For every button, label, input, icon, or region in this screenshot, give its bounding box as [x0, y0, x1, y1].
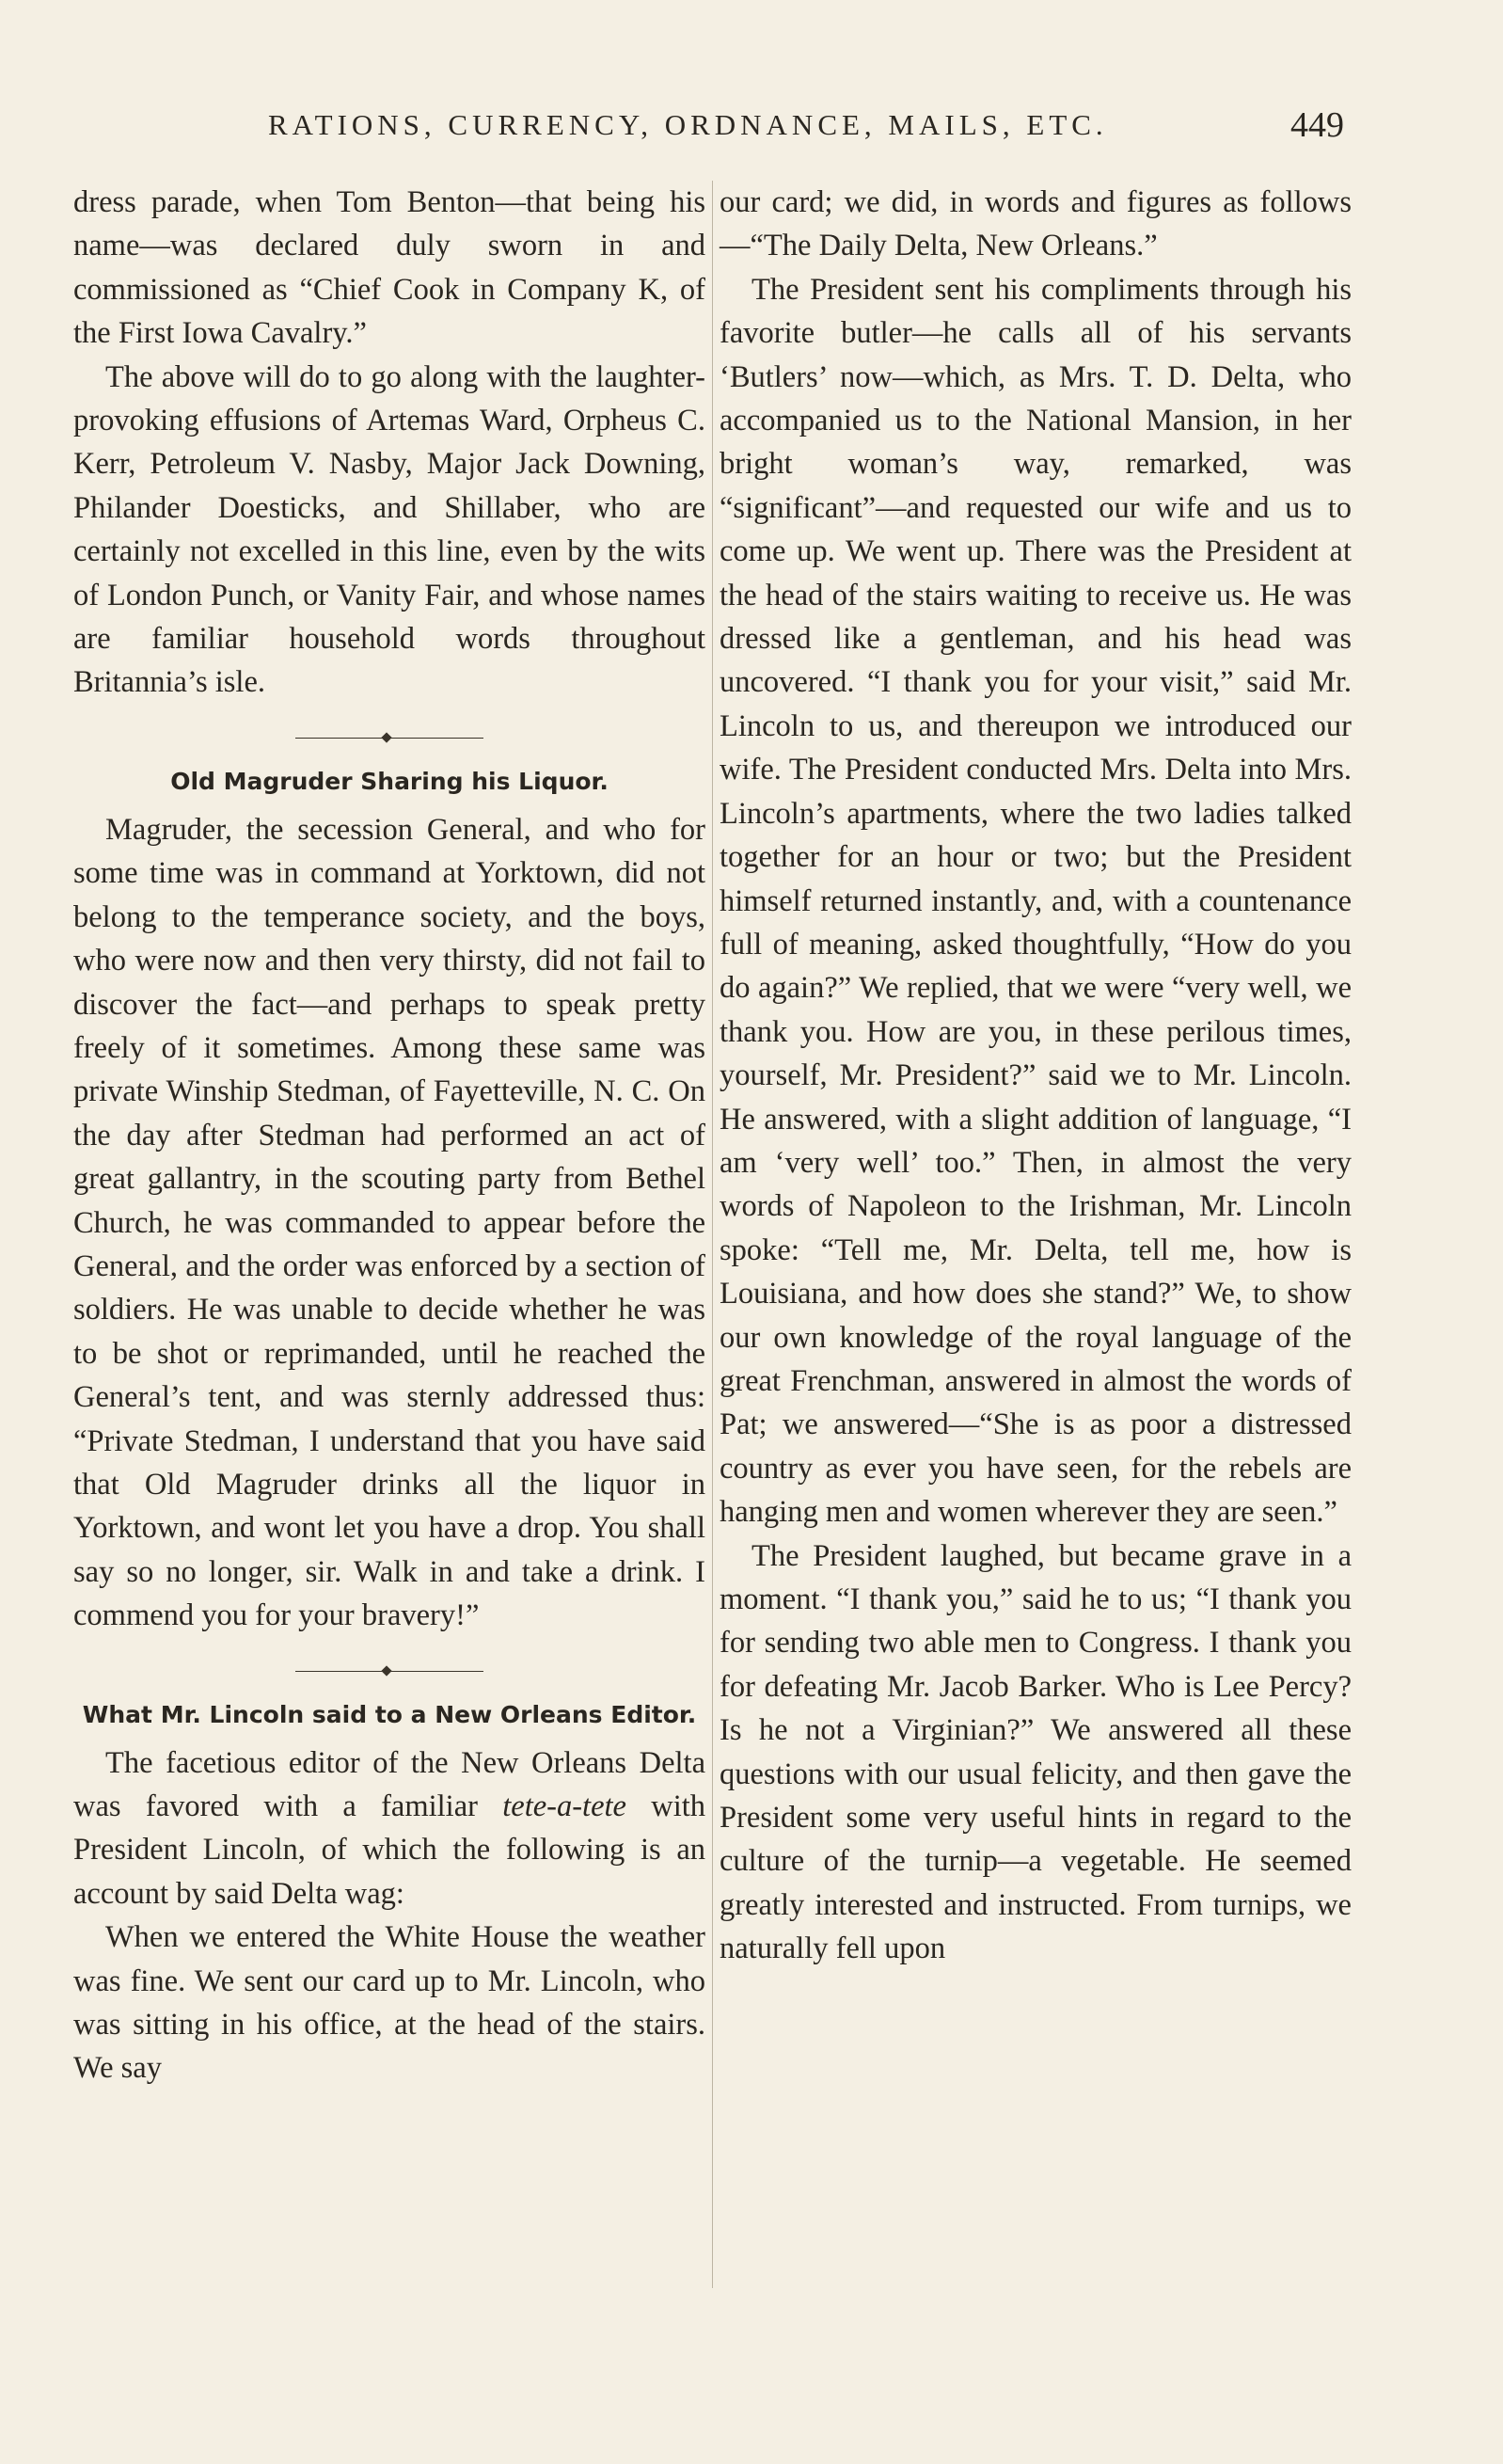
section-separator — [295, 1661, 483, 1683]
section-separator — [295, 727, 483, 750]
paragraph: our card; we did, in words and figures as follows—“The Daily Delta, New Orleans.” — [720, 185, 1352, 263]
column-divider — [712, 181, 713, 2288]
diamond-ornament-icon — [381, 732, 391, 742]
page-number: 449 — [1290, 105, 1344, 145]
italic-term: tete-a-tete — [502, 1789, 626, 1823]
paragraph: Magruder, the secession General, and who for some time was in command at Yorktown, did not belong to the temperance society, and the boys, who were now and then very thirsty, did not fail to discover the fact—and perhaps to speak pretty freely of it sometimes. Among these same was private Winship Stedman, of Fayetteville, N. C. On the day after Stedman had performed an act of great gallantry, in the scouting party from Bethel Church, he was commanded to appear before the General, and the order was enforced by a section of soldiers. He was unable to decide whether he was to be shot or reprimanded, until he reached the General’s tent, and was sternly addressed thus: “Private Stedman, I understand that you have said that Old Magruder drinks all the liquor in Yorktown, and wont let you have a drop. You shall say so no longer, sir. Walk in and take a drink. I commend you for your bravery!” — [73, 812, 705, 1633]
text-run: with President Lincoln, of which the following is an account by said Delta wag: — [73, 1789, 706, 1911]
paragraph: The President laughed, but became grave in a moment. “I thank you,” said he to us; “I thank you for sending two able men to Congress. I thank you for defeating Mr. Jacob Barker. Who is Lee Percy? Is he not a Virginian?” We answered all these questions with our usual felicity, and then gave the President some very useful hints in regard to the culture of the turnip—a vegetable. He seemed greatly interested and instructed. From turnips, we naturally fell upon — [720, 1538, 1352, 1966]
left-column — [73, 181, 705, 2090]
paragraph — [73, 1741, 705, 1916]
running-header — [0, 102, 1503, 149]
paragraph: dress parade, when Tom Benton—that being his name—was declared duly sworn in and commissioned as “Chief Cook in Company K, of the First Iowa Cavalry.” — [73, 185, 705, 351]
section-heading: Old Magruder Sharing his Liquor. — [170, 767, 609, 795]
section-heading: What Mr. Lincoln said to a New Orleans Editor. — [82, 1700, 697, 1728]
running-title: RATIONS, CURRENCY, ORDNANCE, MAILS, ETC. — [268, 108, 1108, 141]
paragraph: The above will do to go along with the laughter-provoking effusions of Artemas Ward, Orpheus C. Kerr, Petroleum V. Nasby, Major Jack Downing, Philander Doesticks, and Shillaber, who are certainly not excelled in this line, even by the wits of London Punch, or Vanity Fair, and whose names are familiar household words throughout Britannia’s isle. — [73, 359, 705, 700]
diamond-ornament-icon — [381, 1665, 391, 1676]
paragraph: The President sent his compliments through his favorite butler—he calls all of his servants ‘Butlers’ now—which, as Mrs. T. D. Delta, who accompanied us to the National Mansion, in her bright woman’s way, remarked, was “significant”—and requested our wife and us to come up. We went up. There was the President at the head of the stairs waiting to receive us. He was dressed like a gentleman, and his head was uncovered. “I thank you for your visit,” said Mr. Lincoln to us, and thereupon we introduced our wife. The President conducted Mrs. Delta into Mrs. Lincoln’s apartments, where the two ladies talked together for an hour or two; but the President himself returned instantly, and, with a countenance full of meaning, asked thoughtfully, “How do you do again?” We replied, that we were “very well, we thank you. How are you, in these perilous times, yourself, Mr. President?” said we to Mr. Lincoln. He answered, with a slight addition of language, “I am ‘very well’ too.” Then, in almost the very words of Napoleon to the Irishman, Mr. Lincoln spoke: “Tell me, Mr. Delta, tell me, how is Louisiana, and how does she stand?” We, to show our own knowledge of the royal language of the great Frenchman, answered in almost the words of Pat; we answered—“She is as poor a distressed country as ever you have seen, for the rebels are hanging men and women wherever they are seen.” — [720, 272, 1352, 1530]
paragraph: When we entered the White House the weather was fine. We sent our card up to Mr. Lincoln, who was sitting in his office, at the head of the stairs. We say — [73, 1920, 705, 2086]
text-run: The facetious editor of the New Orleans Delta was favored with a familiar — [73, 1745, 705, 1823]
right-column — [720, 181, 1352, 1971]
